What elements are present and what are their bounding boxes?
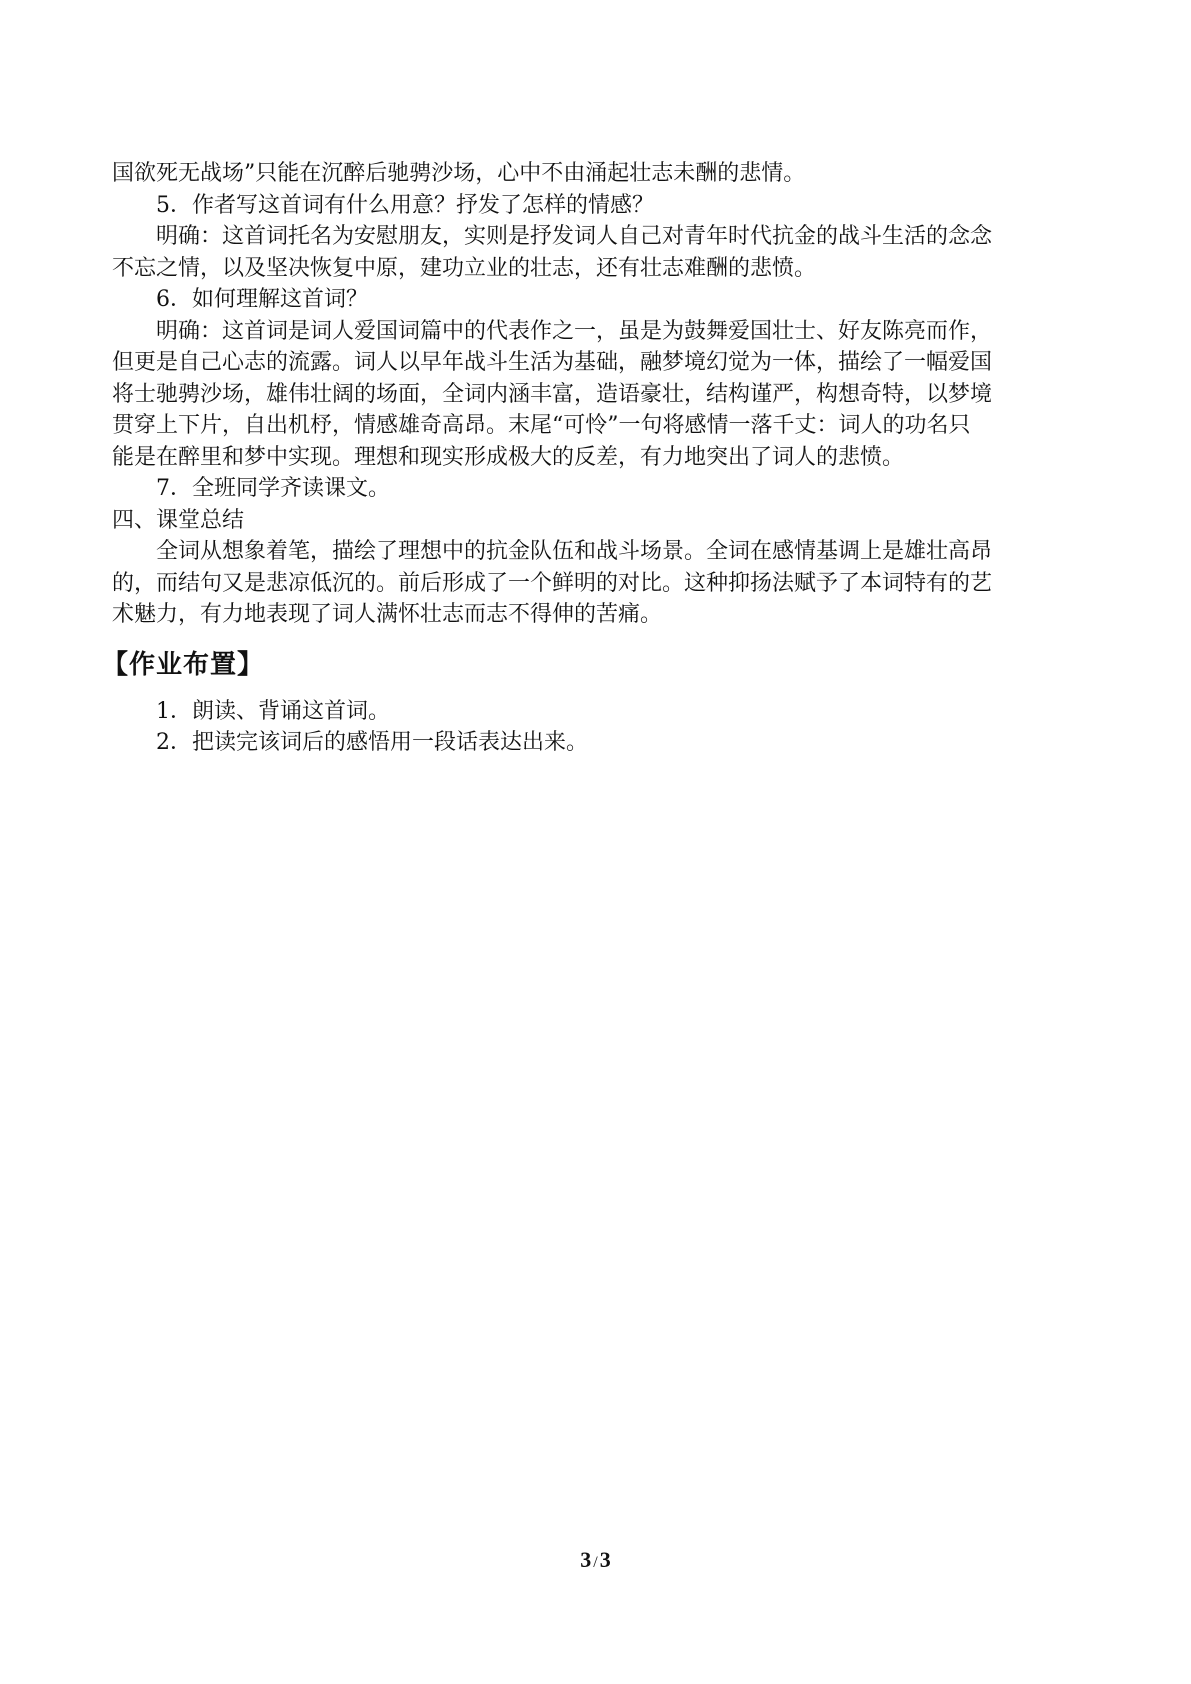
page-current: 3 bbox=[580, 1547, 592, 1572]
item-7: 7．全班同学齐读课文。 bbox=[156, 476, 390, 501]
homework-heading: 【作业布置】 bbox=[102, 649, 265, 680]
answer-6-line-4: 贯穿上下片，自出机杼，情感雄奇高昂。末尾“可怜”一句将感情一落千丈：词人的功名只 bbox=[112, 413, 971, 438]
answer-5-line-1: 明确：这首词托名为安慰朋友，实则是抒发词人自己对青年时代抗金的战斗生活的念念 bbox=[156, 224, 993, 249]
answer-6-line-3: 将士驰骋沙场，雄伟壮阔的场面，全词内涵丰富，造语豪壮，结构谨严，构想奇特，以梦境 bbox=[112, 381, 993, 407]
summary-line-1: 全词从想象着笔，描绘了理想中的抗金队伍和战斗场景。全词在感情基调上是雄壮高昂 bbox=[156, 539, 993, 564]
answer-6-line-1: 明确：这首词是词人爱国词篇中的代表作之一，虽是为鼓舞爱国壮士、好友陈亮而作， bbox=[156, 318, 993, 344]
homework-item-1: 1．朗读、背诵这首词。 bbox=[156, 698, 390, 724]
answer-5-line-2: 不忘之情，以及坚决恢复中原，建功立业的壮志，还有壮志难酬的悲愤。 bbox=[112, 255, 817, 281]
body-line-1: 国欲死无战场”只能在沉醉后驰骋沙场，心中不由涌起壮志未酬的悲情。 bbox=[112, 161, 806, 186]
section-heading-summary: 四、课堂总结 bbox=[112, 507, 245, 533]
answer-6-line-2: 但更是自己心志的流露。词人以早年战斗生活为基础，融梦境幻觉为一体，描绘了一幅爱国 bbox=[112, 350, 993, 375]
homework-item-2: 2．把读完该词后的感悟用一段话表达出来。 bbox=[156, 730, 588, 755]
question-6: 6．如何理解这首词？ bbox=[156, 287, 368, 312]
summary-line-2: 的，而结句又是悲凉低沉的。前后形成了一个鲜明的对比。这种抑扬法赋予了本词特有的艺 bbox=[112, 570, 993, 596]
document-body bbox=[102, 158, 1092, 759]
page-total: 3 bbox=[599, 1547, 611, 1572]
question-5: 5．作者写这首词有什么用意？抒发了怎样的情感？ bbox=[156, 192, 654, 218]
answer-6-line-5: 能是在醉里和梦中实现。理想和现实形成极大的反差，有力地突出了词人的悲愤。 bbox=[112, 444, 905, 470]
page-number bbox=[0, 1547, 1191, 1576]
page-separator: / bbox=[593, 1554, 598, 1571]
summary-line-3: 术魅力，有力地表现了词人满怀壮志而志不得伸的苦痛。 bbox=[112, 602, 663, 627]
